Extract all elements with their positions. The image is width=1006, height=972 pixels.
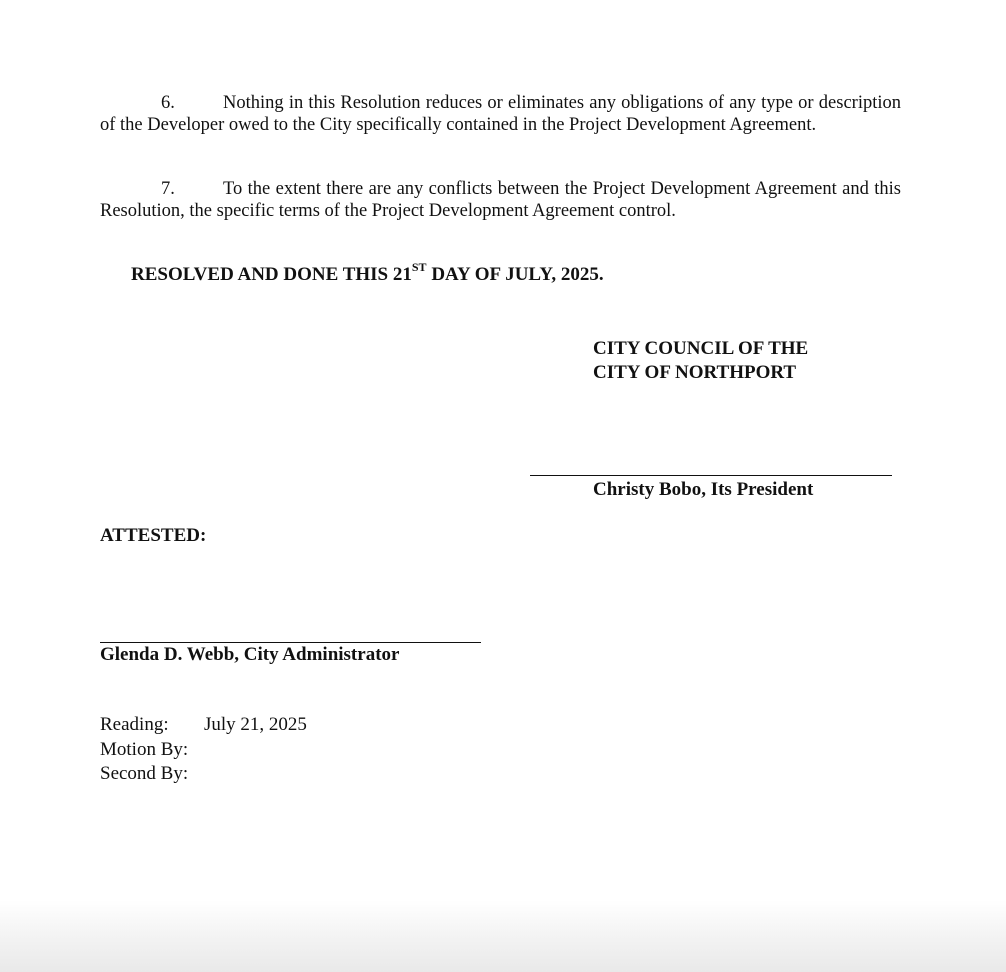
reading-label: Reading:	[100, 714, 169, 735]
council-line-1: CITY COUNCIL OF THE	[593, 338, 809, 359]
president-name: Christy Bobo, Its President	[593, 479, 814, 500]
paragraph-7	[100, 178, 901, 222]
paragraph-number: 6.	[161, 93, 175, 113]
reading-row	[100, 713, 307, 738]
paragraph-text: To the extent there are any conflicts between the Project Development Agreement and this Resolution, the specific terms of the Project Development Agreement control.	[100, 179, 901, 221]
attested-label: ATTESTED:	[100, 525, 207, 546]
administrator-signature-line	[100, 642, 481, 643]
president-signature-line	[530, 475, 892, 476]
resolution-prefix: RESOLVED AND DONE THIS 21	[131, 264, 412, 285]
ordinal-suffix: ST	[411, 259, 427, 274]
reading-value: July 21, 2025	[204, 714, 307, 735]
administrator-name: Glenda D. Webb, City Administrator	[100, 644, 400, 665]
paragraph-text: Nothing in this Resolution reduces or eliminates any obligations of any type or description of the Developer owed to the City specifically contained in the Project Development Agreement.	[100, 93, 901, 135]
reading-info	[100, 713, 307, 787]
motion-label: Motion By:	[100, 738, 189, 760]
resolution-statement	[131, 259, 604, 286]
council-line-2: CITY OF NORTHPORT	[593, 362, 797, 383]
motion-row	[100, 738, 307, 763]
council-heading	[593, 337, 808, 385]
resolution-suffix: DAY OF JULY, 2025.	[426, 264, 604, 285]
second-row	[100, 762, 307, 787]
paragraph-6	[100, 92, 901, 136]
second-label: Second By:	[100, 763, 189, 784]
paragraph-number: 7.	[161, 179, 175, 199]
